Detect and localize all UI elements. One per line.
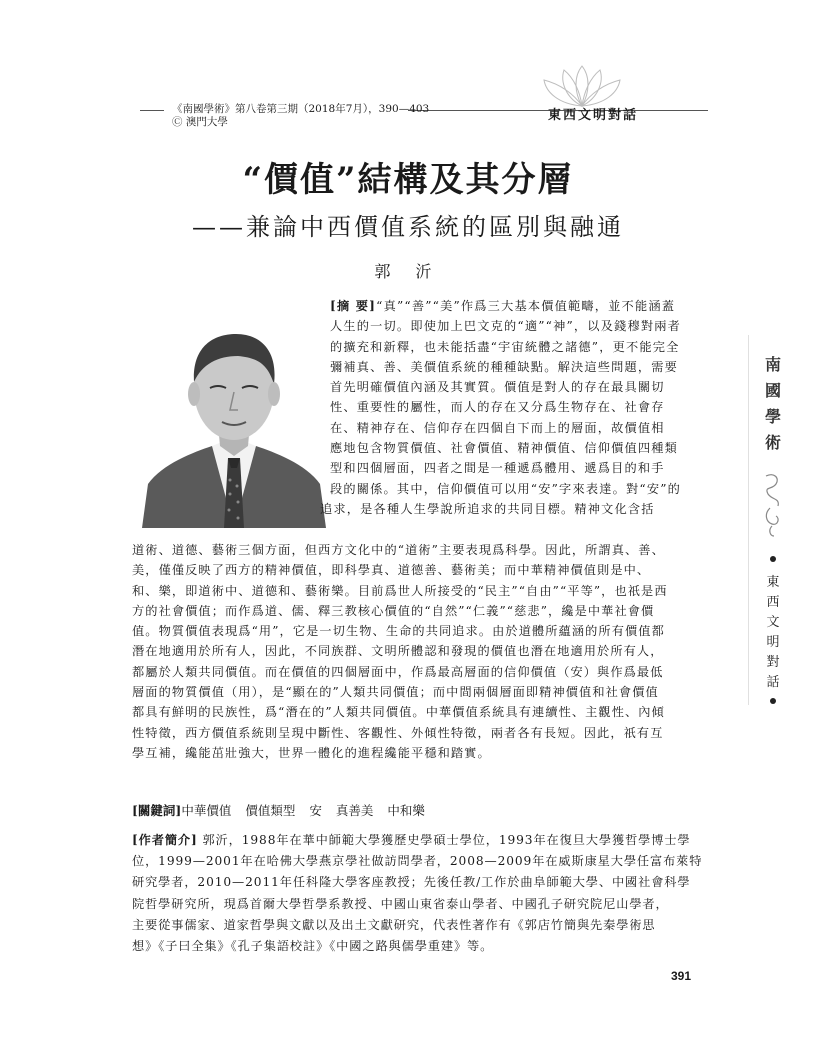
abstract-line: 潛在地適用於所有人，因此，不同族群、文明所體認和發現的價值也潛在地適用於所有人， (132, 644, 664, 659)
page-number: 391 (671, 969, 692, 983)
abstract-line: 性特徵，西方價值系統則呈現中斷性、客觀性、外傾性特徵，兩者各有長短。因此，祇有互 (132, 725, 664, 740)
abstract-line: 層面的物質價值（用），是“顯在的”人類共同價值；而中間兩個層面即精神價值和社會價值 (132, 685, 659, 700)
abstract-line: 方的社會價值；而作爲道、儒、釋三教核心價值的“自然”“仁義”“慈悲”，纔是中華社會價 (132, 603, 655, 618)
sidebar-char: 東 (766, 575, 780, 590)
bio-line: 研究學者，2010—2011年任科隆大學客座教授；先後任教/工作於曲阜師範大學、中國社會科學 (132, 875, 691, 890)
keyword: 中華價值 (181, 803, 232, 818)
sidebar-section-name (762, 573, 784, 693)
author-photo (142, 296, 326, 528)
abstract-line: [摘 要]“真”“善”“美”作爲三大基本價值範疇，並不能涵蓋 (330, 299, 676, 313)
sidebar-char: 國 (764, 381, 781, 400)
abstract-label: [摘 要] (330, 299, 377, 313)
keywords (132, 801, 439, 819)
sidebar-char: 南 (764, 355, 781, 374)
abstract-line: 都屬於人類共同價值。而在價值的四個層面中，作爲最高層面的信仰價值（安）與作爲最低 (132, 664, 664, 679)
abstract-line: 人生的一切。即使加上巴文克的“適”“神”，以及錢穆對兩者 (330, 319, 682, 334)
bio-line: [作者簡介] 郭沂，1988年在華中師範大學獲歷史學碩士學位，1993年在復旦大學獲哲學博士學 (132, 833, 691, 847)
copyright-notice: Ⓒ 澳門大學 (172, 116, 228, 128)
abstract-line: 型和四個層面，四者之間是一種遞爲體用、遞爲目的和手 (330, 461, 665, 476)
sidebar-dot-icon (770, 556, 776, 562)
sidebar-journal-name (760, 352, 786, 456)
article-title: “價值”結構及其分層 (242, 160, 574, 200)
seal-ornament-icon (758, 470, 786, 540)
abstract-line: 彌補真、善、美價值系統的種種缺點。解決這些問題，需要 (330, 359, 679, 374)
keyword: 價值類型 (245, 803, 296, 818)
article-subtitle: ——兼論中西價值系統的區別與融通 (192, 213, 624, 241)
bio-line: 位，1999—2001年在哈佛大學燕京學社做訪問學者，2008—2009年在威斯康星大學任富布萊特 (132, 854, 703, 869)
abstract-upper (320, 296, 710, 519)
bio-line: 主要從事儒家、道家哲學與文獻以及出土文獻研究，代表性著作有《郭店竹簡與先秦學術思 (132, 917, 656, 932)
abstract-line: 都具有鮮明的民族性，爲“潛在的”人類共同價值。中華價值系統具有連續性、主觀性、內傾 (132, 705, 665, 720)
abstract-line: 應地包含物質價值、社會價值、精神價值、信仰價值四種類 (330, 441, 679, 456)
abstract-line: 的擴充和新釋，也未能括盡“宇宙統體之諸德”，更不能完全 (330, 339, 680, 354)
sidebar-char: 文 (766, 615, 780, 630)
bio-line: 院哲學研究所，現爲首爾大學哲學系教授、中國山東省泰山學者、中國孔子研究院尼山學者， (132, 896, 669, 911)
abstract-lower (132, 540, 710, 763)
sidebar-char: 對 (766, 655, 780, 670)
keyword: 安 (309, 803, 322, 818)
abstract-line: 美，僅僅反映了西方的精神價值，即科學真、道德善、藝術美；而中華精神價值則是中、 (132, 563, 651, 578)
abstract-line: 值。物質價值表現爲“用”，它是一切生物、生命的共同追求。由於道體所蘊涵的所有價值都 (132, 624, 665, 639)
sidebar-char: 話 (766, 675, 780, 690)
header-rule-left (140, 110, 164, 111)
abstract-line: 段的關係。其中，信仰價值可以用“安”字來表達。對“安”的 (330, 481, 682, 496)
abstract-line: 學互補，纔能茁壯強大，世界一體化的進程纔能平穩和踏實。 (132, 745, 491, 760)
abstract-line: 追求，是各種人生學說所追求的共同目標。精神文化含括 (320, 501, 655, 516)
sidebar-dot-icon (770, 698, 776, 704)
keyword: 中和樂 (387, 803, 425, 818)
sidebar-char: 西 (766, 595, 780, 610)
sidebar-char: 學 (764, 407, 781, 426)
author-name: 郭 沂 (374, 262, 442, 281)
abstract-line: 在、精神存在、信仰存在四個自下而上的層面，故價值相 (330, 420, 665, 435)
sidebar-char: 明 (766, 635, 780, 650)
section-title: 東西文明對話 (548, 108, 639, 123)
lotus-ornament-icon (522, 62, 642, 110)
bio-line: 想》《子曰全集》《孔子集語校註》《中國之路與儒學重建》等。 (132, 939, 494, 954)
abstract-line: 首先明確價值內涵及其實質。價值是對人的存在最具關切 (330, 380, 665, 395)
author-bio (132, 830, 712, 957)
abstract-line: 性、重要性的屬性，而人的存在又分爲生物存在、社會存 (330, 400, 665, 415)
journal-citation: 《南國學術》第八卷第三期（2018年7月），390—403 (172, 103, 430, 115)
sidebar-char: 術 (764, 433, 781, 452)
abstract-line: 和、樂，即道術中、道德和、藝術樂。目前爲世人所接受的“民主”“自由”“平等”，也祇是西 (132, 583, 668, 598)
bio-label: [作者簡介] (132, 833, 198, 847)
abstract-line: 道術、道德、藝術三個方面，但西方文化中的“道術”主要表現爲科學。因此，所謂真、善、 (132, 543, 665, 557)
keywords-label: [關鍵詞] (132, 803, 182, 818)
keyword: 真善美 (335, 803, 374, 818)
